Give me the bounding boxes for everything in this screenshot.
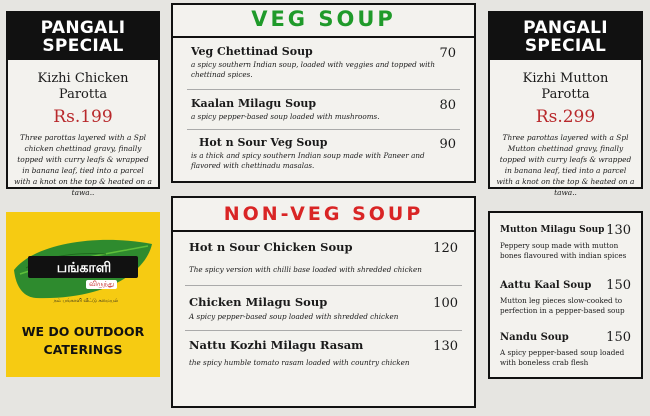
header-line1: PANGALI xyxy=(40,18,126,38)
item-desc: is a thick and spicy southern Indian soup made with Paneer and flavored with chettinadu masalas. xyxy=(191,151,425,170)
item-name: Chicken Milagu Soup xyxy=(189,295,328,309)
veg-soup-title: VEG SOUP xyxy=(251,7,396,31)
special-header xyxy=(490,13,641,60)
item-desc: The spicy version with chilli base loaded with shredded chicken xyxy=(189,265,422,274)
item-price: 120 xyxy=(433,241,458,256)
logo-tagline: நம் பங்காளி வீட்டு சமையல் xyxy=(53,298,119,304)
header-line2: SPECIAL xyxy=(42,36,124,56)
item-price: 80 xyxy=(439,98,456,113)
item-desc: a spicy southern Indian soup, loaded with veggies and topped with chettinad spices. xyxy=(191,60,435,79)
item-name: Hot n Sour Chicken Soup xyxy=(189,240,353,254)
veg-item xyxy=(173,97,474,127)
item-price: 150 xyxy=(606,330,631,345)
item-desc: Mutton leg pieces slow-cooked to perfection in a pepper-based soup xyxy=(500,296,625,315)
item-name: Veg Chettinad Soup xyxy=(191,45,313,58)
item-desc: a spicy pepper-based soup loaded with mushrooms. xyxy=(191,112,380,121)
item-desc: Peppery soup made with mutton bones flavoured with indian spices xyxy=(500,241,627,260)
special-dish-name xyxy=(8,71,158,103)
caption-line2: CATERINGS xyxy=(43,342,123,357)
nonveg-soup-title: NON-VEG SOUP xyxy=(223,203,424,225)
item-desc: A spicy pepper-based soup loaded with shredded chicken xyxy=(189,312,399,321)
veg-soup-card xyxy=(171,3,476,183)
item-price: 100 xyxy=(433,296,458,311)
special-description: Three parottas layered with a Spl chicken chettinad gravy, finally topped with curry leafs & wrapped in banana leaf, tied into a parcel with a knot on the top & heated on a tawa.. xyxy=(14,133,152,197)
special-description: Three parottas layered with a Spl Mutton chettinad gravy, finally topped with curry leafs & wrapped in banana leaf, tied into a parcel with a knot on the top & heated on a tawa.. xyxy=(496,133,635,197)
item-price: 130 xyxy=(606,223,631,238)
header-line2: SPECIAL xyxy=(524,36,607,56)
logo-text: பங்காளி xyxy=(56,260,112,276)
more-soups-card xyxy=(488,211,643,379)
left-special-card xyxy=(6,11,160,197)
item-desc: the spicy humble tomato rasam loaded with country chicken xyxy=(189,358,410,367)
dish-line2: Parotta xyxy=(541,87,590,102)
special-price: Rs.299 xyxy=(535,107,596,127)
dish-line1: Kizhi Mutton xyxy=(522,71,609,86)
logo-subtext: விருந்து xyxy=(86,280,117,289)
item-name: Hot n Sour Veg Soup xyxy=(199,136,328,149)
dish-line2: Parotta xyxy=(58,87,108,102)
right-special-card xyxy=(488,11,643,197)
item-desc: A spicy pepper-based soup loaded with boneless crab flesh xyxy=(500,348,625,367)
header-line1: PANGALI xyxy=(523,18,608,38)
item-name: Nandu Soup xyxy=(500,332,569,343)
item-name: Mutton Milagu Soup xyxy=(500,225,605,235)
caption-line1: WE DO OUTDOOR xyxy=(21,324,145,339)
dish-line1: Kizhi Chicken xyxy=(37,71,129,86)
item-name: Aattu Kaal Soup xyxy=(500,280,592,291)
item-price: 150 xyxy=(606,278,631,293)
special-dish-name xyxy=(490,71,641,103)
item-price: 130 xyxy=(433,339,458,354)
veg-item xyxy=(173,45,474,85)
item-name: Kaalan Milagu Soup xyxy=(191,97,317,110)
catering-promo xyxy=(6,212,160,377)
item-price: 70 xyxy=(439,46,456,61)
special-price: Rs.199 xyxy=(53,107,113,127)
item-name: Nattu Kozhi Milagu Rasam xyxy=(189,338,364,352)
item-price: 90 xyxy=(439,137,456,152)
special-header xyxy=(8,13,158,60)
nonveg-soup-card xyxy=(171,196,476,408)
catering-caption xyxy=(6,323,160,359)
veg-item xyxy=(173,136,474,176)
